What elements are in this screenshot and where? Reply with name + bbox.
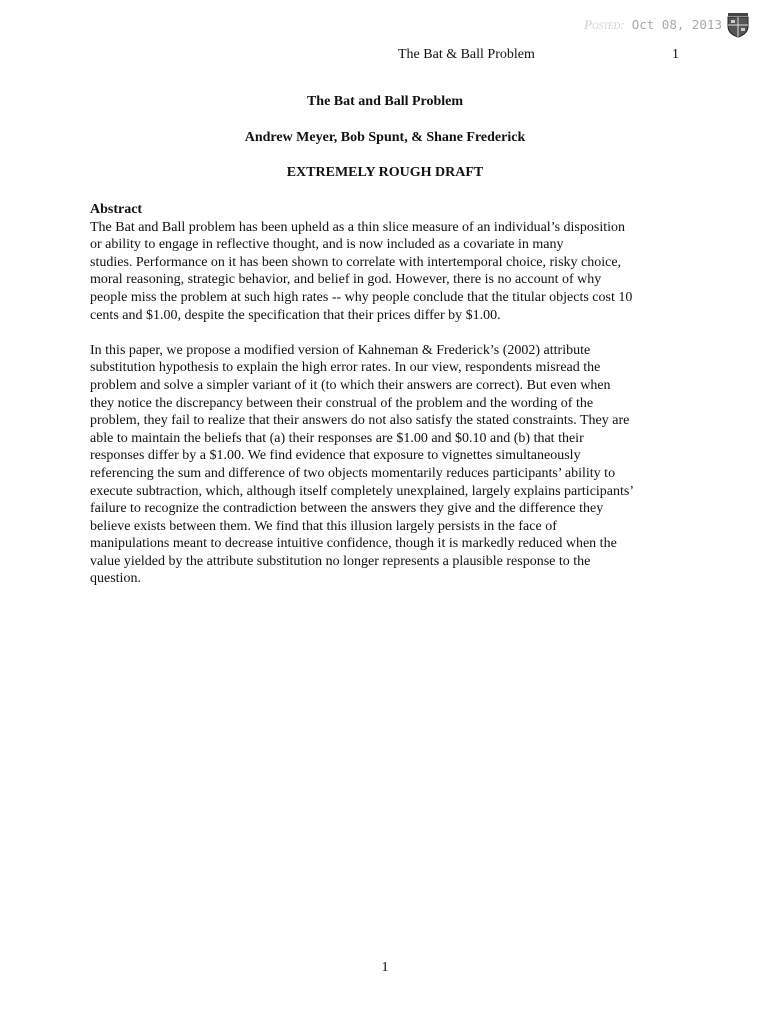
paragraph-line: execute subtraction, which, although itself completely unexplained, largely explains participants’: [90, 483, 635, 499]
paragraph-line: or ability to engage in reflective thought, and is now included as a covariate in many: [90, 237, 564, 253]
paragraph-line: they notice the discrepancy between their construal of the problem and the wording of the: [90, 395, 594, 411]
paragraph-line: referencing the sum and difference of two objects momentarily reduces participants’ ability to: [90, 465, 616, 481]
draft-note: EXTREMELY ROUGH DRAFT: [286, 165, 484, 180]
paragraph-line: people miss the problem at such high rates -- why people conclude that the titular objects cost 10: [90, 289, 633, 305]
university-shield-icon: [727, 12, 749, 38]
posted-stamp: [584, 17, 722, 33]
posted-label: Posted:: [584, 17, 625, 32]
paragraph-line: failure to recognize the contradiction between the answers they give and the difference they: [90, 501, 604, 517]
paragraph-line: In this paper, we propose a modified version of Kahneman & Frederick’s (2002) attribute: [90, 342, 591, 358]
paragraph-line: question.: [90, 571, 141, 587]
paragraph-line: value yielded by the attribute substitution no longer represents a plausible response to the: [90, 553, 591, 569]
paragraph-line: problem, they fail to realize that their answers do not also satisfy the stated constraints. They are: [90, 413, 630, 429]
paragraph-line: manipulations meant to decrease intuitive confidence, though it is markedly reduced when the: [90, 536, 617, 552]
page-number-top: 1: [672, 47, 679, 62]
paragraph-line: moral reasoning, strategic behavior, and belief in god. However, there is no account of why: [90, 272, 602, 288]
running-head: The Bat & Ball Problem: [398, 47, 535, 62]
abstract-section: [90, 201, 686, 588]
abstract-heading: Abstract: [90, 202, 143, 217]
abstract-paragraph-1: [90, 219, 686, 325]
paper-authors: Andrew Meyer, Bob Spunt, & Shane Frederick: [244, 130, 526, 145]
abstract-paragraph-2: [90, 342, 686, 588]
paragraph-gap: [90, 324, 686, 342]
posted-date: Oct 08, 2013: [631, 17, 722, 32]
paragraph-line: studies. Performance on it has been shown to correlate with intertemporal choice, risky choice,: [90, 254, 622, 270]
paper-title: The Bat and Ball Problem: [306, 94, 464, 109]
paragraph-line: believe exists between them. We find that this illusion largely persists in the face of: [90, 518, 557, 534]
paragraph-line: cents and $1.00, despite the specification that their prices differ by $1.00.: [90, 307, 501, 323]
page-number-bottom: 1: [381, 960, 389, 975]
paragraph-line: The Bat and Ball problem has been upheld as a thin slice measure of an individual’s disposition: [90, 219, 625, 235]
paragraph-line: responses differ by a $1.00. We find evidence that exposure to vignettes simultaneously: [90, 448, 581, 464]
paragraph-line: able to maintain the beliefs that (a) their responses are $1.00 and $0.10 and (b) that their: [90, 430, 584, 446]
paragraph-line: problem and solve a simpler variant of it (to which their answers are correct). But even when: [90, 377, 611, 393]
paragraph-line: substitution hypothesis to explain the high error rates. In our view, respondents misread the: [90, 360, 601, 376]
